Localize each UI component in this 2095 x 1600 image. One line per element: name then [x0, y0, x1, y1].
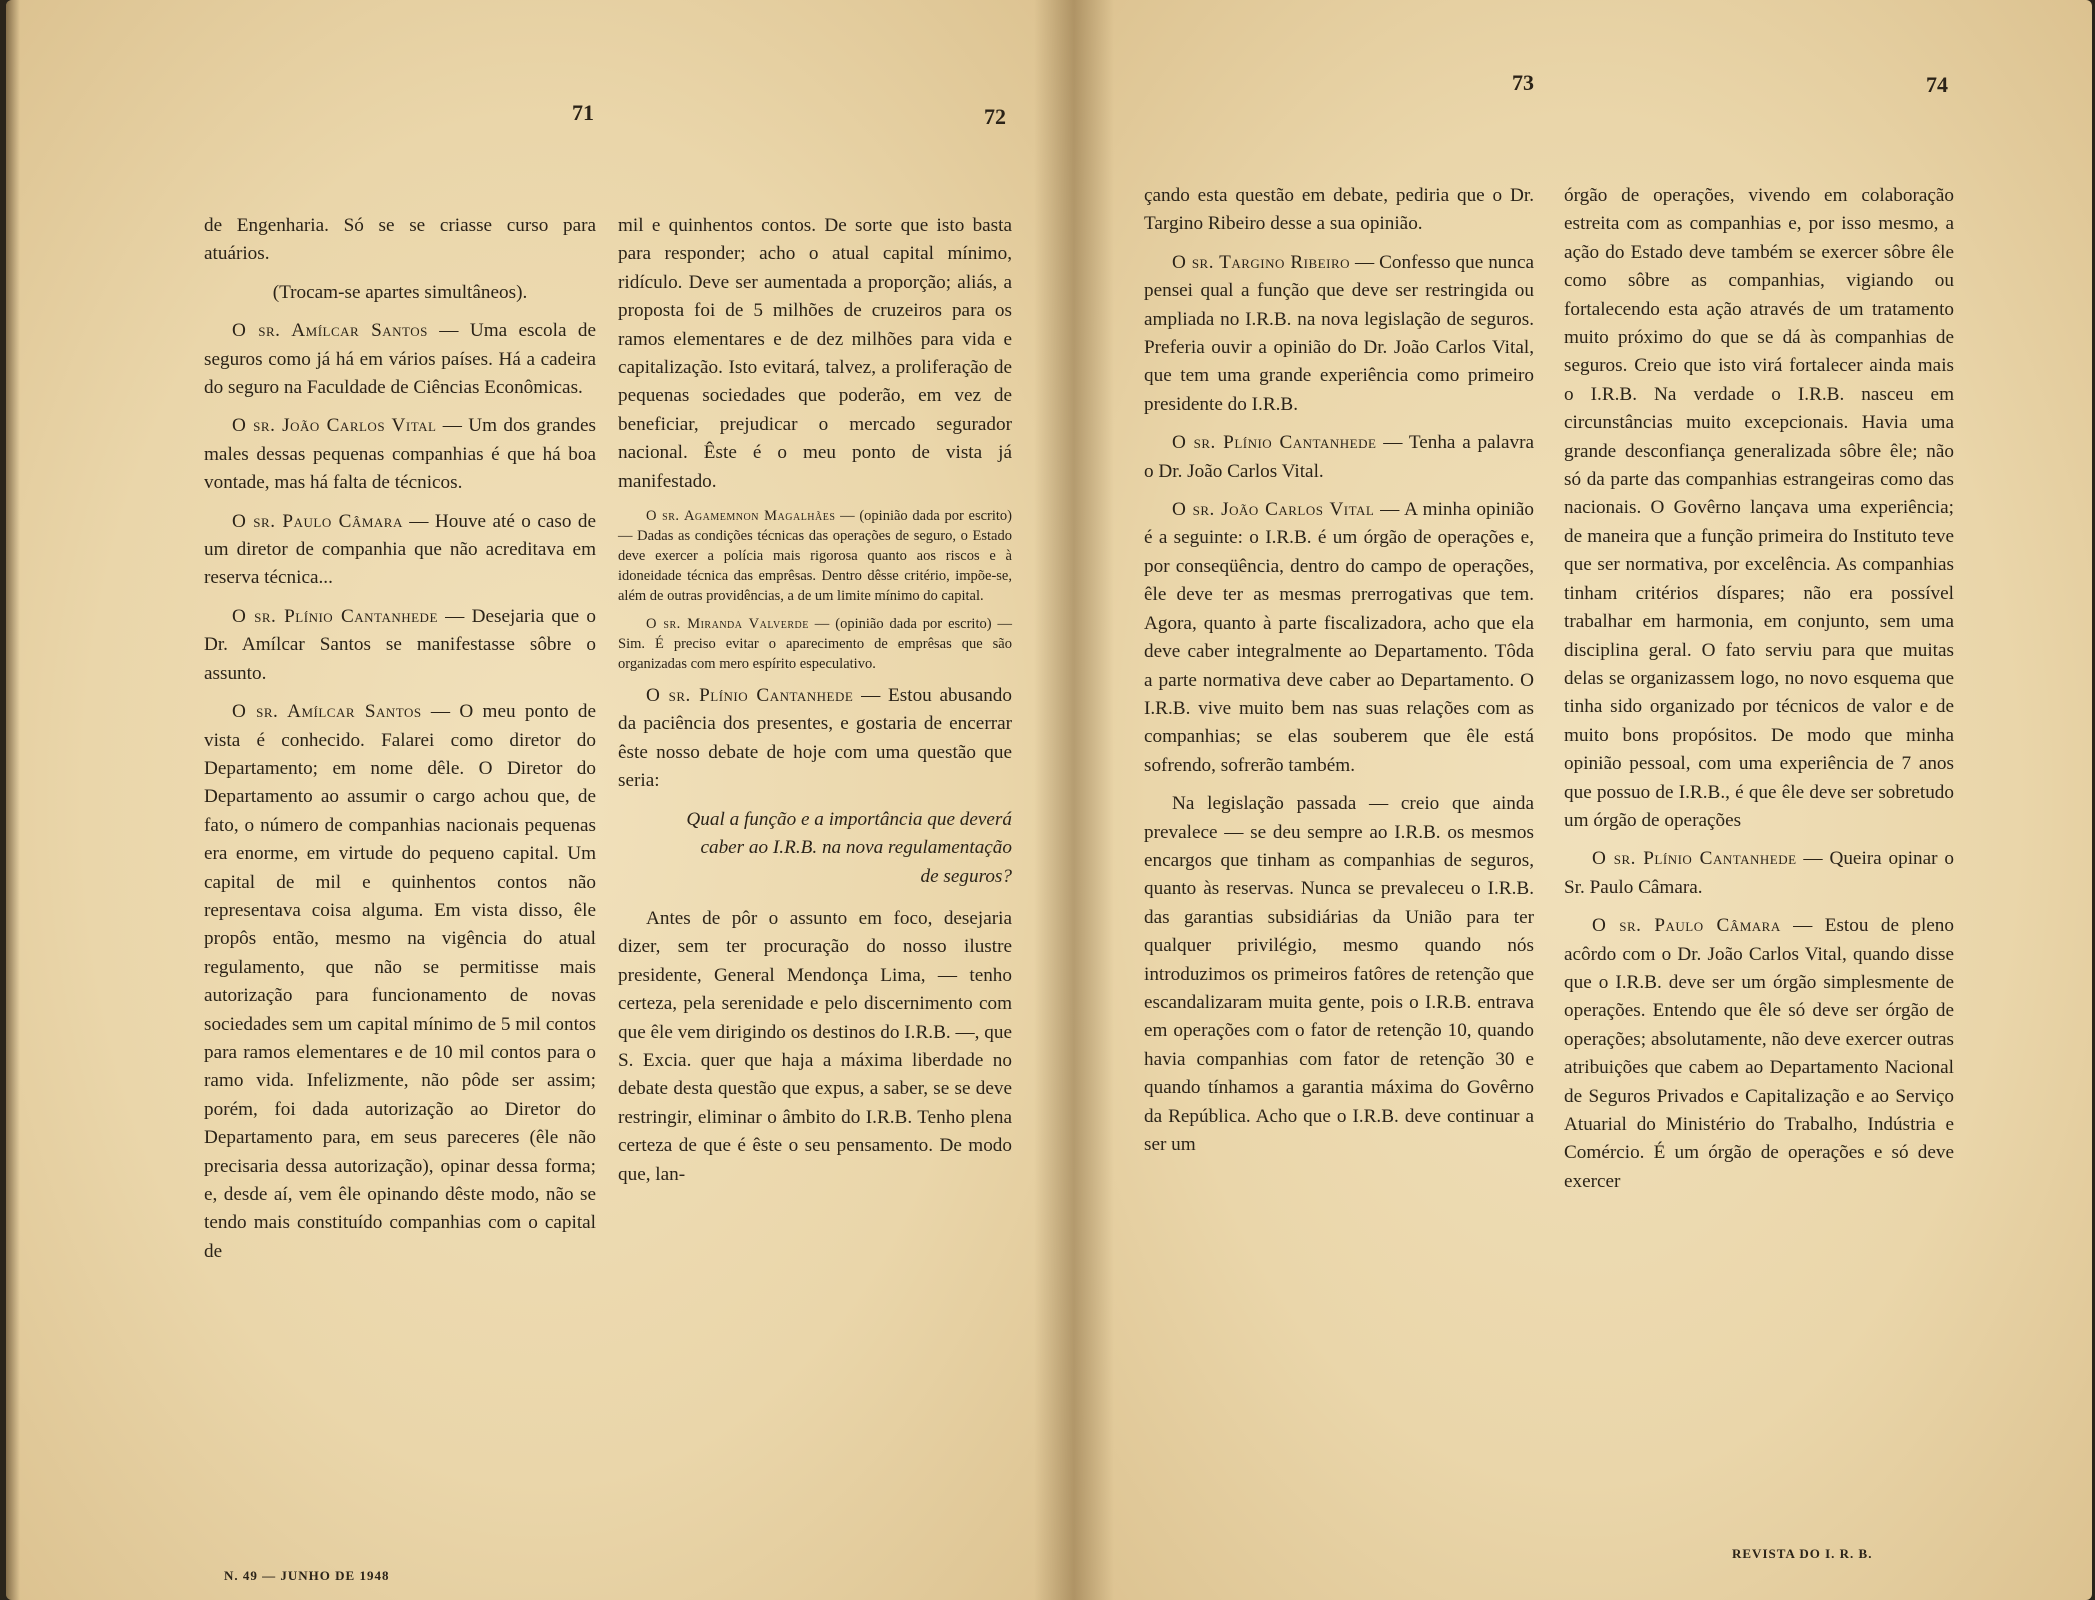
paragraph-text: órgão de operações, vivendo em colaboração estreita com as companhias e, por isso mesmo, a ação do Estado deve também se exercer sôbre êle como sôbre as companhias, vigiando ou fortalecendo esta ação através de um tratamento muito próximo do que se dá às companhias de seguros. Creio que isto virá fortalecer ainda mais o I.R.B. Na verdade o I.R.B. nasceu em circunstâncias muito excepcionais. Havia uma grande desconfiança generalizada sôbre êle; não só da parte das companhias estrangeiras como das nacionais. O Govêrno lançava uma experiência; de maneira que a função primeira do Instituto teve que ser normativa, por excelência. As companhias tinham critérios díspares; não era possível trabalhar em harmonia, em conjunto, sem uma disciplina geral. O fato serviu para que muitas delas se organizassem logo, no novo esquema que tinha sido organizado por técnicos de valor e de muito bons propósitos. De modo que minha opinião pessoal, com uma experiência de 7 anos que possuo de I.R.B., é que êle deve ser sobretudo um órgão de operações	[1564, 185, 1954, 831]
paragraph-text: — A minha opinião é a seguinte: o I.R.B. é um órgão de operações e, por conseqüência, dentro do campo de operações, êle deve ter as mesmas prerrogativas que tem. Agora, quanto à parte fiscalizadora, acho que ela deve caber integralmente ao Departamento. Tôda a parte normativa deve caber ao Departamento. O I.R.B. vive muito bem nas suas relações com as companhias; se elas souberem que êle está sofrendo, sofrerão também.	[1144, 499, 1534, 776]
paragraph-text: Na legislação passada — creio que ainda prevalece — se deu sempre ao I.R.B. os mesmos encargos que tinham as companhias de seguros, quanto às reservas. Nunca se prevaleceu o I.R.B. das garantias subsidiárias da União para ter qualquer privilégio, mesmo quando nós introduzimos os primeiros fatôres de retenção que escandalizaram muita gente, pois o I.R.B. entrava em operações com o fator de retenção 10, quando havia companhias com fator de retenção 30 e quando tínhamos a garantia máxima do Govêrno da República. Acho que o I.R.B. deve continuar a ser um	[1144, 793, 1534, 1155]
paragraph	[618, 905, 1012, 1189]
paragraph	[618, 506, 1012, 606]
paragraph-text: — (opinião dada por escrito) — Sim. É preciso evitar o aparecimento de emprêsas que são organizadas com mero espírito especulativo.	[618, 616, 1012, 673]
left-page	[6, 0, 1074, 1600]
speaker-name: O sr. Miranda Valverde	[646, 616, 809, 633]
paragraph-text: Qual a função e a importância que deverá caber ao I.R.B. na nova regulamentação de seguros?	[686, 808, 1012, 887]
paragraph-text: — Desejaria que o Dr. Amílcar Santos se manifestasse sôbre o assunto.	[204, 605, 596, 684]
paragraph-text: — Uma escola de seguros como já há em vários países. Há a cadeira do seguro na Faculdade de Ciências Econômicas.	[204, 320, 596, 399]
page-number-72: 72	[984, 104, 1006, 129]
paragraph	[1144, 790, 1534, 1159]
paragraph	[204, 212, 596, 269]
paragraph	[618, 212, 1012, 496]
paragraph-text: — Tenha a palavra o Dr. João Carlos Vital.	[1144, 432, 1534, 482]
paragraph-text: — Queira opinar o Sr. Paulo Câmara.	[1564, 848, 1954, 898]
paragraph	[204, 698, 596, 1266]
page-edge-shadow	[6, 0, 20, 1600]
footer-issue: N. 49 — JUNHO DE 1948	[224, 1568, 390, 1583]
paragraph	[204, 279, 596, 307]
speaker-name: O sr. Amílcar Santos	[232, 701, 422, 723]
paragraph-text: Antes de pôr o assunto em foco, desejaria dizer, sem ter procuração do nosso ilustre presidente, General Mendonça Lima, — tenho certeza, pela serenidade e pelo discernimento com que êle vem dirigindo os destinos do I.R.B. —, que S. Excia. quer que haja a máxima liberdade no debate desta questão que expus, a saber, se se deve restringir, eliminar o âmbito do I.R.B. Tenho plena certeza de que é êste o seu pensamento. De modo que, lan-	[618, 907, 1012, 1185]
paragraph	[204, 603, 596, 688]
paragraph	[1144, 496, 1534, 780]
paragraph-text: — Um dos grandes males dessas pequenas companhias é que há boa vontade, mas há falta de técnicos.	[204, 415, 596, 494]
speaker-name: O sr. Targino Ribeiro	[1172, 251, 1351, 273]
paragraph-text: mil e quinhentos contos. De sorte que isto basta para responder; acho o atual capital mínimo, ridículo. Deve ser aumentada a proporção; aliás, a proposta foi de 5 milhões de cruzeiros para os ramos elementares e de dez milhões para vida e capitalização. Isto evitará, talvez, a proliferação de pequenas sociedades que poderão, em vez de beneficiar, prejudicar o mercado segurador nacional. Êste é o meu ponto de vista já manifestado.	[618, 215, 1012, 492]
paragraph-text: — Estou abusando da paciência dos presentes, e gostaria de encerrar êste nosso debate de hoje com uma questão que seria:	[618, 685, 1012, 792]
paragraph-text: (Trocam-se apartes simultâneos).	[272, 281, 528, 303]
paragraph-text: — Houve até o caso de um diretor de companhia que não acreditava em reserva técnica...	[204, 510, 596, 589]
paragraph	[618, 806, 1012, 891]
column-page-72	[618, 212, 1012, 1199]
column-page-71	[204, 212, 596, 1276]
speaker-name: O sr. João Carlos Vital	[232, 415, 437, 437]
speaker-name: O sr. Plínio Cantanhede	[1592, 848, 1797, 870]
gutter-shadow	[1074, 0, 1114, 1600]
paragraph-text: — (opinião dada por escrito) — Dadas as condições técnicas das operações de seguro, o Estado deve exercer a polícia mais rigorosa quanto aos riscos e à idoneidade técnica das emprêsas. Dentro dêsse critério, impõe-se, além de outras providências, a de um limite mínimo do capital.	[618, 508, 1012, 605]
paragraph-text: — Confesso que nunca pensei qual a função que deve ser restringida ou ampliada no I.R.B. na nova legislação de seguros. Preferia ouvir a opinião do Dr. João Carlos Vital, que tem uma grande experiência como primeiro presidente do I.R.B.	[1144, 251, 1535, 415]
paragraph	[618, 614, 1012, 674]
paragraph-text: de Engenharia. Só se se criasse curso para atuários.	[204, 215, 596, 265]
speaker-name: O sr. Paulo Câmara	[1592, 915, 1781, 937]
column-page-73	[1144, 182, 1534, 1169]
paragraph	[1564, 912, 1954, 1196]
speaker-name: O sr. Agamemnon Magalhães	[646, 508, 836, 525]
speaker-name: O sr. Plínio Cantanhede	[232, 605, 438, 627]
paragraph-text: — O meu ponto de vista é conhecido. Falarei como diretor do Departamento; em nome dêle. O Diretor do Departamento ao assumir o cargo achou que, de fato, o número de companhias nacionais pequenas era enorme, em virtude do pequeno capital. Um capital de mil e quinhentos contos não representava coisa alguma. Em vista disso, êle propôs então, mesmo na vigência do atual regulamento, que não se permitisse mais autorização para funcionamento de novas sociedades sem um capital mínimo de 5 mil contos para ramos elementares e de 10 mil contos para o ramo vida. Infelizmente, não pôde ser assim; porém, foi dada autorização ao Diretor do Departamento para, em seus pareceres (êle não precisaria dessa autorização), opinar dessa forma; e, desde aí, vem êle opinando dêste modo, não se tendo mais constituído companhias com o capital de	[204, 701, 596, 1262]
speaker-name: O sr. João Carlos Vital	[1172, 499, 1375, 521]
page-number-71: 71	[572, 100, 594, 125]
speaker-name: O sr. Plínio Cantanhede	[1172, 432, 1377, 454]
paragraph	[1564, 845, 1954, 902]
paragraph-text: — Estou de pleno acôrdo com o Dr. João Carlos Vital, quando disse que o I.R.B. deve ser um órgão simplesmente de operações. Entendo que êle só deve ser órgão de operações; absolutamente, não deve exercer outras atribuições que cabem ao Departamento Nacional de Seguros Privados e Capitalização e ao Serviço Atuarial do Ministério do Trabalho, Indústria e Comércio. É um órgão de operações e só deve exercer	[1564, 915, 1954, 1192]
column-page-74	[1564, 182, 1954, 1206]
gutter-shadow	[1034, 0, 1074, 1600]
paragraph	[204, 508, 596, 593]
paragraph	[1144, 249, 1534, 419]
page-number-74: 74	[1926, 72, 1948, 97]
speaker-name: O sr. Amílcar Santos	[232, 320, 428, 342]
speaker-name: O sr. Paulo Câmara	[232, 510, 403, 532]
paragraph	[1144, 429, 1534, 486]
paragraph-text: çando esta questão em debate, pediria que o Dr. Targino Ribeiro desse a sua opinião.	[1144, 185, 1534, 235]
right-page	[1074, 0, 2092, 1600]
footer-journal: REVISTA DO I. R. B.	[1732, 1546, 1873, 1561]
speaker-name: O sr. Plínio Cantanhede	[646, 685, 854, 707]
paragraph	[204, 317, 596, 402]
page-number-73: 73	[1512, 70, 1534, 95]
paragraph	[618, 682, 1012, 796]
paragraph	[1144, 182, 1534, 239]
paragraph	[204, 412, 596, 497]
paragraph	[1564, 182, 1954, 835]
